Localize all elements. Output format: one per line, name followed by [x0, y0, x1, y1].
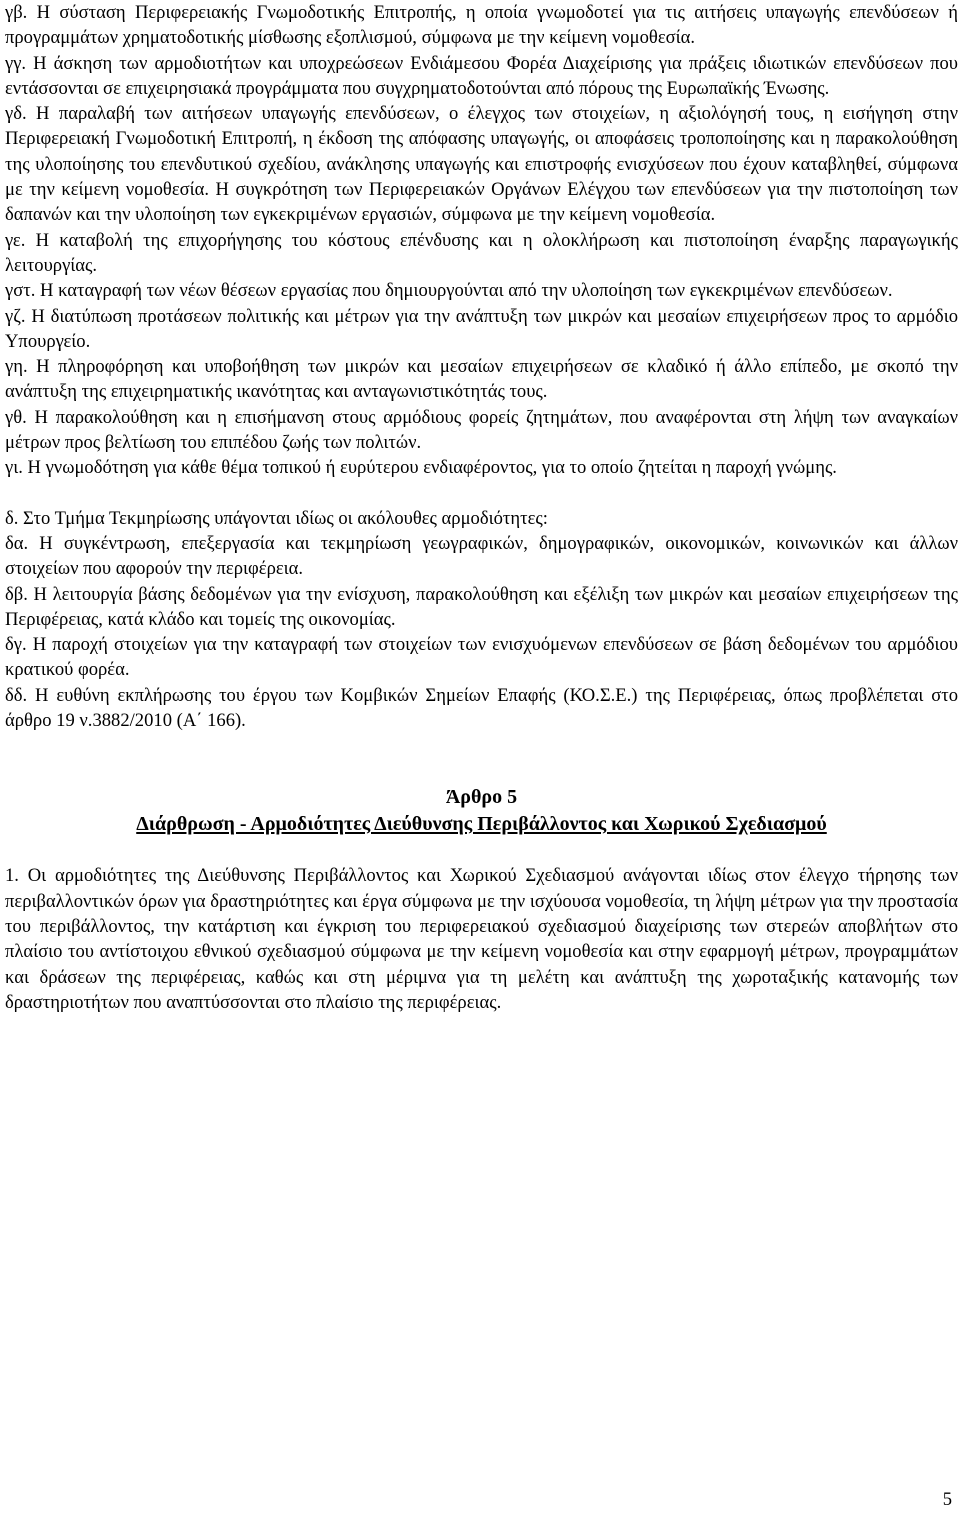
- paragraph-gh: γη. Η πληροφόρηση και υποβοήθηση των μικρών και μεσαίων επιχειρήσεων σε κλαδικό ή άλλο επίπεδο, με σκοπό την ανάπτυξη της επιχειρηματικής ικανότητας και ανταγωνιστικότητάς τους.: [5, 356, 958, 403]
- paragraph-d: δ. Στο Τμήμα Τεκμηρίωσης υπάγονται ιδίως οι ακόλουθες αρμοδιότητες:: [5, 507, 548, 529]
- paragraph-gz: γζ. Η διατύπωση προτάσεων πολιτικής και μέτρων για την ανάπτυξη των μικρών και μεσαίων επιχειρήσεων προς το αρμόδιο Υπουργείο.: [5, 305, 958, 352]
- article-number: Άρθρο 5: [445, 786, 518, 809]
- article-title: Διάρθρωση - Αρμοδιότητες Διεύθυνσης Περιβάλλοντος και Χωρικού Σχεδιασμού: [136, 813, 827, 836]
- paragraph-spacer: [5, 481, 958, 506]
- section-spacer: [5, 733, 958, 784]
- paragraph-dg: δγ. Η παροχή στοιχείων για την καταγραφή των στοιχείων των ενισχυόμενων επενδύσεων σε βάση δεδομένων του αρμόδιου κρατικού φορέα.: [5, 634, 958, 681]
- paragraph-gst: γστ. Η καταγραφή των νέων θέσεων εργασίας που δημιουργούνται από την υλοποίηση των εγκεκριμένων επενδύσεων.: [5, 280, 893, 302]
- paragraph-ge: γε. Η καταβολή της επιχορήγησης του κόστους επένδυσης και η ολοκλήρωση και πιστοποίηση έναρξης παραγωγικής λειτουργίας.: [5, 229, 958, 276]
- paragraph-da: δα. Η συγκέντρωση, επεξεργασία και τεκμηρίωση γεωγραφικών, δημογραφικών, οικονομικών, κοινωνικών και άλλων στοιχείων που αφορούν την περιφέρεια.: [5, 532, 958, 580]
- paragraph-gd: γδ. Η παραλαβή των αιτήσεων υπαγωγής επενδύσεων, ο έλεγχος των στοιχείων, η αξιολόγησή τους, η εισήγηση στην Περιφερειακή Γνωμοδοτική Επιτροπή, η έκδοση της απόφασης υπαγωγής, οι αποφάσεις τροποποίησης και η παρακολούθηση της υλοποίησης του επενδυτικού σχεδίου, ανάκλησης υπαγωγής και επιστροφής ενισχύσεων που έχουν καταβληθεί, σύμφωνα με την κείμενη νομοθεσία. Η συγκρότηση των Περιφερειακών Οργάνων Ελέγχου των επενδύσεων για την πιστοποίηση των δαπανών και την υλοποίηση των εγκεκριμένων εργασιών, σύμφωνα με την κείμενη νομοθεσία.: [5, 103, 958, 226]
- paragraph-gg: γγ. Η άσκηση των αρμοδιοτήτων και υποχρεώσεων Ενδιάμεσου Φορέα Διαχείρισης για πράξεις ιδιωτικών επενδύσεων που εντάσσονται σε επιχειρησιακά προγράμματα που συγχρηματοδοτούνται από πόρους της Ευρωπαϊκής Ένωσης.: [5, 52, 958, 99]
- heading-spacer: [5, 838, 958, 863]
- article-paragraph-1: 1. Οι αρμοδιότητες της Διεύθυνσης Περιβάλλοντος και Χωρικού Σχεδιασμού ανάγονται ιδίως στον έλεγχο τήρησης των περιβαλλοντικών όρων για δραστηριότητες και έργα σύμφωνα με την ισχύουσα νομοθεσία, τη λήψη μέτρων για την προστασία του περιβάλλοντος, την κατάρτιση και έγκριση του περιφερειακού σχεδιασμού διαχείρισης των στερεών αποβλήτων στο πλαίσιο του αντίστοιχου εθνικού σχεδιασμού σύμφωνα με την κείμενη νομοθεσία και στην εφαρμογή μέτρων, προγραμμάτων και δράσεων της περιφέρειας, καθώς και στη μέριμνα για τη μελέτη και ανάπτυξη της χωροταξικής κατανομής των δραστηριοτήτων που αναπτύσσονται στο πλαίσιο της περιφέρειας.: [5, 865, 958, 1013]
- paragraph-gi: γι. Η γνωμοδότηση για κάθε θέμα τοπικού ή ευρύτερου ενδιαφέροντος, για το οποίο ζητείται η παροχή γνώμης.: [5, 457, 837, 479]
- document-body: [5, 0, 958, 1015]
- paragraph-dd: δδ. Η ευθύνη εκπλήρωσης του έργου των Κομβικών Σημείων Επαφής (ΚΟ.Σ.Ε.) της Περιφέρειας, όπως προβλέπεται στο άρθρο 19 ν.3882/2010 (Α΄ 166).: [5, 684, 958, 732]
- paragraph-gb: γβ. Η σύσταση Περιφερειακής Γνωμοδοτικής Επιτροπής, η οποία γνωμοδοτεί για τις αιτήσεις υπαγωγής επενδύσεων ή προγραμμάτων χρηματοδοτικής μίσθωσης εξοπλισμού, σύμφωνα με την κείμενη νομοθεσία.: [5, 2, 958, 49]
- paragraph-gth: γθ. Η παρακολούθηση και η επισήμανση στους αρμόδιους φορείς ζητημάτων, που αναφέρονται στη λήψη των αναγκαίων μέτρων προς βελτίωση του επιπέδου ζωής των πολιτών.: [5, 406, 958, 454]
- page-number: 5: [942, 1489, 952, 1510]
- paragraph-db: δβ. Η λειτουργία βάσης δεδομένων για την ενίσχυση, παρακολούθηση και εξέλιξη των μικρών και μεσαίων επιχειρήσεων της Περιφέρειας, κατά κλάδο και τομείς της οικονομίας.: [5, 583, 958, 630]
